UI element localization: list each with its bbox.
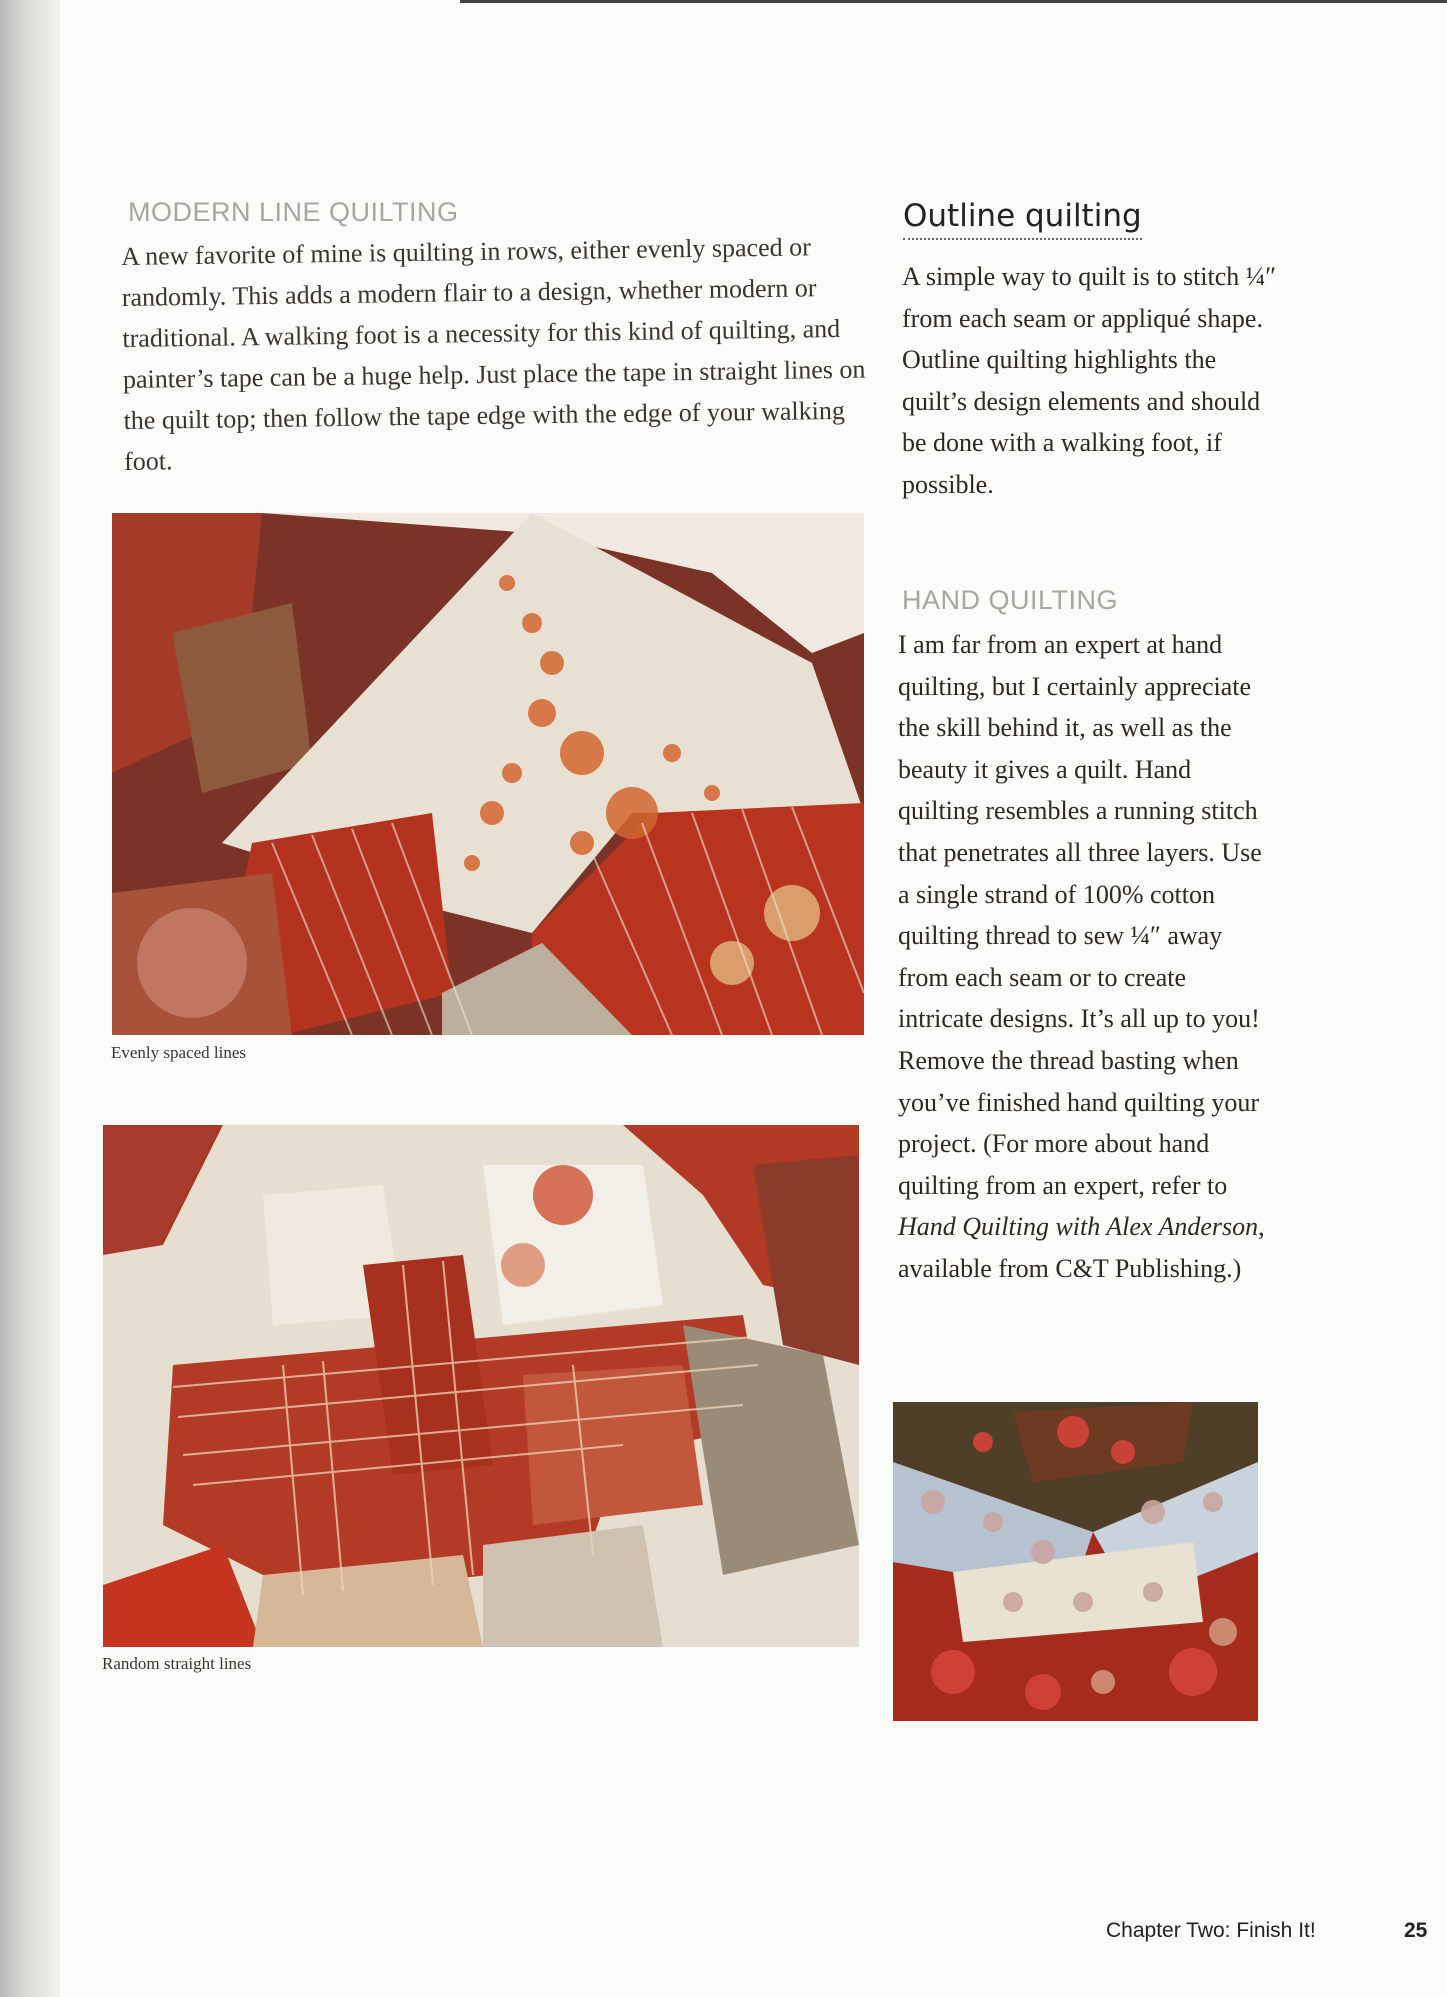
modern-line-quilting-heading: MODERN LINE QUILTING: [128, 197, 459, 227]
modern-line-quilting-paragraph: A new favorite of mine is quilting in rows, either evenly spaced or randomly. This adds a modern flair to a design, whether modern or traditional. A walking foot is a necessity for this kind of quilting, and painter’s tape can be a huge help. Just place the tape in straight lines on the quilt top; then follow the tape edge with the edge of your walking foot.: [121, 232, 866, 476]
book-title: Hand Quilting with Alex Anderson: [898, 1212, 1259, 1242]
outline-quilting-heading: Outline quilting: [903, 198, 1142, 240]
hand-quilting-paragraph: [898, 624, 1270, 1290]
hand-quilting-text-end: , available from C&T Publishing.): [898, 1212, 1265, 1283]
page-gutter-shadow: [0, 0, 60, 1997]
caption-evenly-spaced: Evenly spaced lines: [111, 1043, 247, 1062]
photo-evenly-spaced-lines: [112, 513, 864, 1035]
outline-quilting-paragraph: A simple way to quilt is to stitch ¼″ from each seam or appliqué shape. Outline quilting highlights the quilt’s design elements and should be done with a walking foot, if possible.: [902, 262, 1277, 499]
page-number: 25: [1404, 1919, 1428, 1942]
top-edge-line: [460, 0, 1447, 3]
footer-chapter-title: Chapter Two: Finish It!: [1106, 1919, 1316, 1942]
photo-random-straight-lines: [103, 1125, 859, 1647]
photo-hand-quilting: [893, 1402, 1258, 1721]
caption-random-lines: Random straight lines: [102, 1654, 252, 1673]
hand-quilting-text-start: I am far from an expert at hand quilting, but I certainly appreciate the skill behind it, as well as the beauty it gives a quilt. Hand quilting resembles a running stitch that penetrates all three layers. Use a single strand of 100% cotton quilting thread to sew ¼″ away from each seam or to create intricate designs. It’s all up to you! Remove the thread basting when you’ve finished hand quilting your project. (For more about hand quilting from an expert, refer to: [898, 630, 1262, 1200]
hand-quilting-heading: HAND QUILTING: [902, 585, 1119, 615]
